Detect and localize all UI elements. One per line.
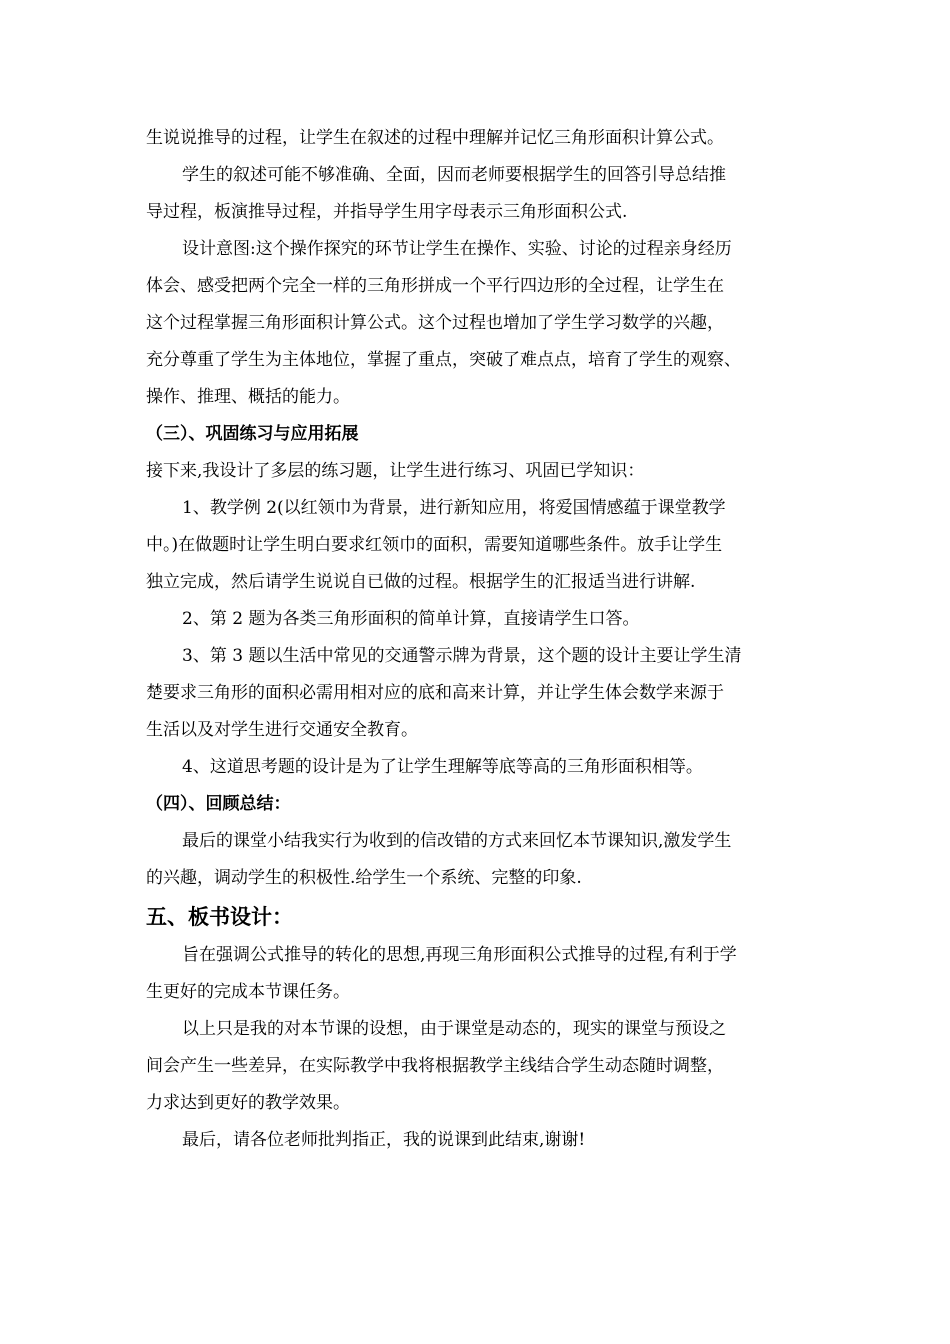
text-line: 最后，请各位老师批判指正，我的说课到此结束,谢谢!: [182, 1130, 586, 1150]
text-line: 生更好的完成本节课任务。: [146, 982, 350, 1002]
text-line: 1、教学例 2(以红领巾为背景，进行新知应用，将爱国情感蕴于课堂教学: [182, 498, 726, 518]
text-line: 力求达到更好的教学效果。: [146, 1093, 350, 1113]
text-line: 以上只是我的对本节课的设想，由于课堂是动态的，现实的课堂与预设之: [182, 1019, 726, 1039]
text-line: 中。)在做题时让学生明白要求红领巾的面积，需要知道哪些条件。放手让学生: [146, 535, 723, 555]
text-line: 生活以及对学生进行交通安全教育。: [146, 720, 418, 740]
paragraph-exercise-2: [146, 601, 826, 638]
paragraph-exercise-4: [146, 749, 826, 786]
text-line: 4、这道思考题的设计是为了让学生理解等底等高的三角形面积相等。: [182, 757, 703, 777]
text-line: 体会、感受把两个完全一样的三角形拼成一个平行四边形的全过程，让学生在: [146, 276, 724, 296]
section-heading-review: （四）、回顾总结：: [146, 794, 291, 814]
paragraph-exercise-3: [146, 638, 826, 749]
document-page: [146, 120, 826, 1159]
text-line: 接下来,我设计了多层的练习题，让学生进行练习、巩固已学知识：: [146, 461, 645, 481]
text-line: 的兴趣，调动学生的积极性.给学生一个系统、完整的印象.: [146, 868, 582, 888]
text-line: 楚要求三角形的面积必需用相对应的底和高来计算，并让学生体会数学来源于: [146, 683, 724, 703]
paragraph-design-intent: [146, 231, 826, 416]
paragraph-thanks: [146, 1122, 826, 1159]
paragraph-board-design: [146, 937, 826, 1011]
text-line: 间会产生一些差异，在实际教学中我将根据教学主线结合学生动态随时调整，: [146, 1056, 724, 1076]
paragraph-practice-intro: [146, 453, 826, 490]
paragraph-teacher-guidance: [146, 157, 826, 231]
paragraph-derivation-summary: [146, 120, 826, 157]
section-heading-practice: （三）、巩固练习与应用拓展: [146, 424, 359, 444]
text-line: 学生的叙述可能不够准确、全面，因而老师要根据学生的回答引导总结推: [182, 165, 726, 185]
text-line: 这个过程掌握三角形面积计算公式。这个过程也增加了学生学习数学的兴趣，: [146, 313, 724, 333]
text-line: 独立完成，然后请学生说说自已做的过程。根据学生的汇报适当进行讲解.: [146, 572, 696, 592]
text-line: 旨在强调公式推导的转化的思想,再现三角形面积公式推导的过程,有利于学: [182, 945, 737, 965]
text-line: 最后的课堂小结我实行为收到的信改错的方式来回忆本节课知识,激发学生: [182, 831, 732, 851]
text-line: 导过程，板演推导过程，并指导学生用字母表示三角形面积公式.: [146, 202, 628, 222]
section-heading-board-design: 五、板书设计：: [146, 904, 293, 929]
text-line: 生说说推导的过程，让学生在叙述的过程中理解并记忆三角形面积计算公式。: [146, 128, 724, 148]
paragraph-closing-remarks: [146, 1011, 826, 1122]
text-line: 3、第 3 题以生活中常见的交通警示牌为背景，这个题的设计主要让学生清: [182, 646, 742, 666]
text-line: 设计意图:这个操作探究的环节让学生在操作、实验、讨论的过程亲身经历: [182, 239, 732, 259]
text-line: 2、第 2 题为各类三角形面积的简单计算，直接请学生口答。: [182, 609, 640, 629]
paragraph-review: [146, 823, 826, 897]
paragraph-exercise-1: [146, 490, 826, 601]
text-line: 充分尊重了学生为主体地位，掌握了重点，突破了难点点，培育了学生的观察、: [146, 350, 741, 370]
text-line: 操作、推理、概括的能力。: [146, 387, 350, 407]
